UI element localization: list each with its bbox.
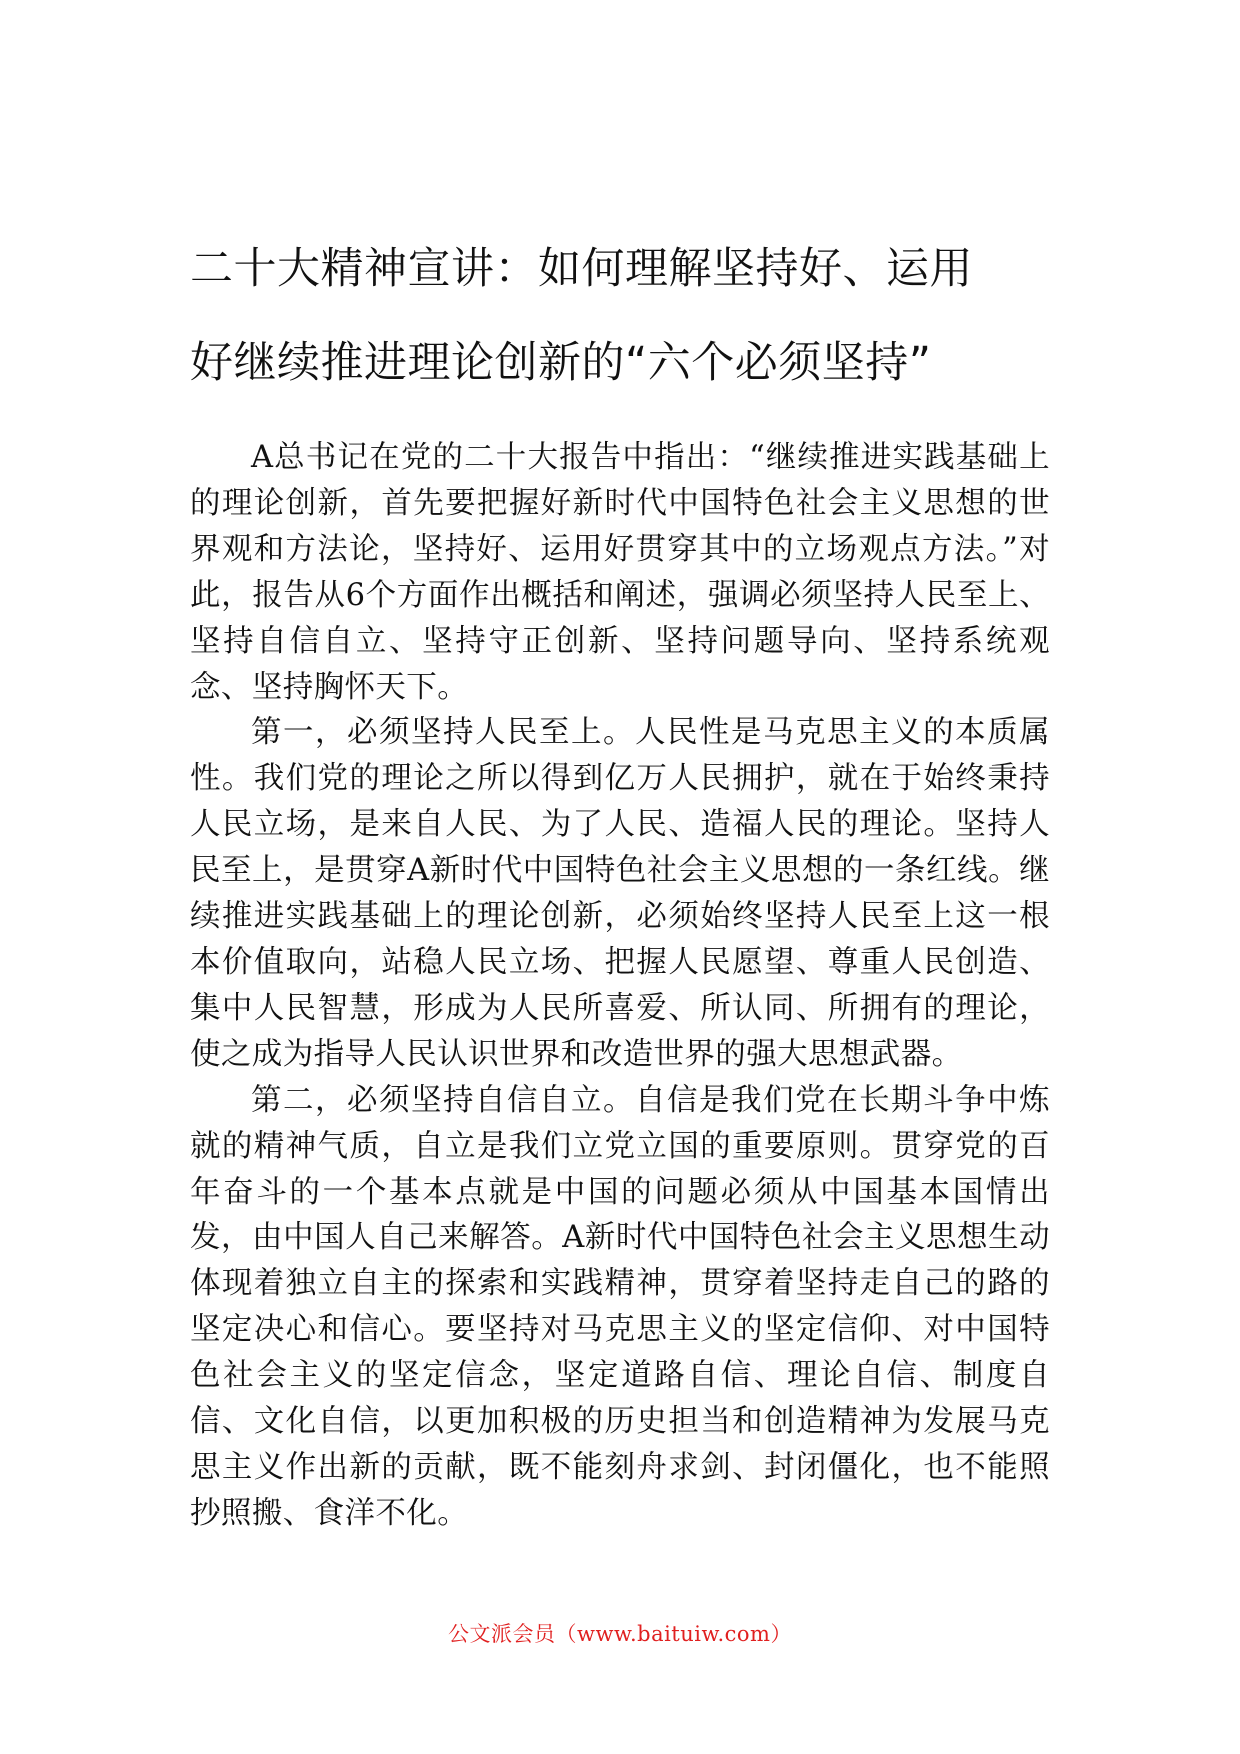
paragraph-intro: A总书记在党的二十大报告中指出：“继续推进实践基础上的理论创新，首先要把握好新时代中国特色社会主义思想的世界观和方法论，坚持好、运用好贯穿其中的立场观点方法。”对此，报告从6个方面作出概括和阐述，强调必须坚持人民至上、坚持自信自立、坚持守正创新、坚持问题导向、坚持系统观念、坚持胸怀天下。 [190, 440, 1050, 705]
title-line-1: 二十大精神宣讲：如何理解坚持好、运用 [190, 244, 973, 294]
document-title [190, 222, 1070, 410]
title-line-2: 好继续推进理论创新的“六个必须坚持” [190, 338, 932, 388]
footer-watermark: 公文派会员（www.baituiw.com） [448, 1622, 792, 1646]
paragraph-people-first: 第一，必须坚持人民至上。人民性是马克思主义的本质属性。我们党的理论之所以得到亿万人民拥护，就在于始终秉持人民立场，是来自人民、为了人民、造福人民的理论。坚持人民至上，是贯穿A新时代中国特色社会主义思想的一条红线。继续推进实践基础上的理论创新，必须始终坚持人民至上这一根本价值取向，站稳人民立场、把握人民愿望、尊重人民创造、集中人民智慧，形成为人民所喜爱、所认同、所拥有的理论，使之成为指导人民认识世界和改造世界的强大思想武器。 [190, 715, 1050, 1072]
paragraph-self-confidence: 第二，必须坚持自信自立。自信是我们党在长期斗争中炼就的精神气质，自立是我们立党立国的重要原则。贯穿党的百年奋斗的一个基本点就是中国的问题必须从中国基本国情出发，由中国人自己来解答。A新时代中国特色社会主义思想生动体现着独立自主的探索和实践精神，贯穿着坚持走自己的路的坚定决心和信心。要坚持对马克思主义的坚定信仰、对中国特色社会主义的坚定信念，坚定道路自信、理论自信、制度自信、文化自信，以更加积极的历史担当和创造精神为发展马克思主义作出新的贡献，既不能刻舟求剑、封闭僵化，也不能照抄照搬、食洋不化。 [190, 1082, 1050, 1531]
document-body [190, 435, 1050, 1537]
